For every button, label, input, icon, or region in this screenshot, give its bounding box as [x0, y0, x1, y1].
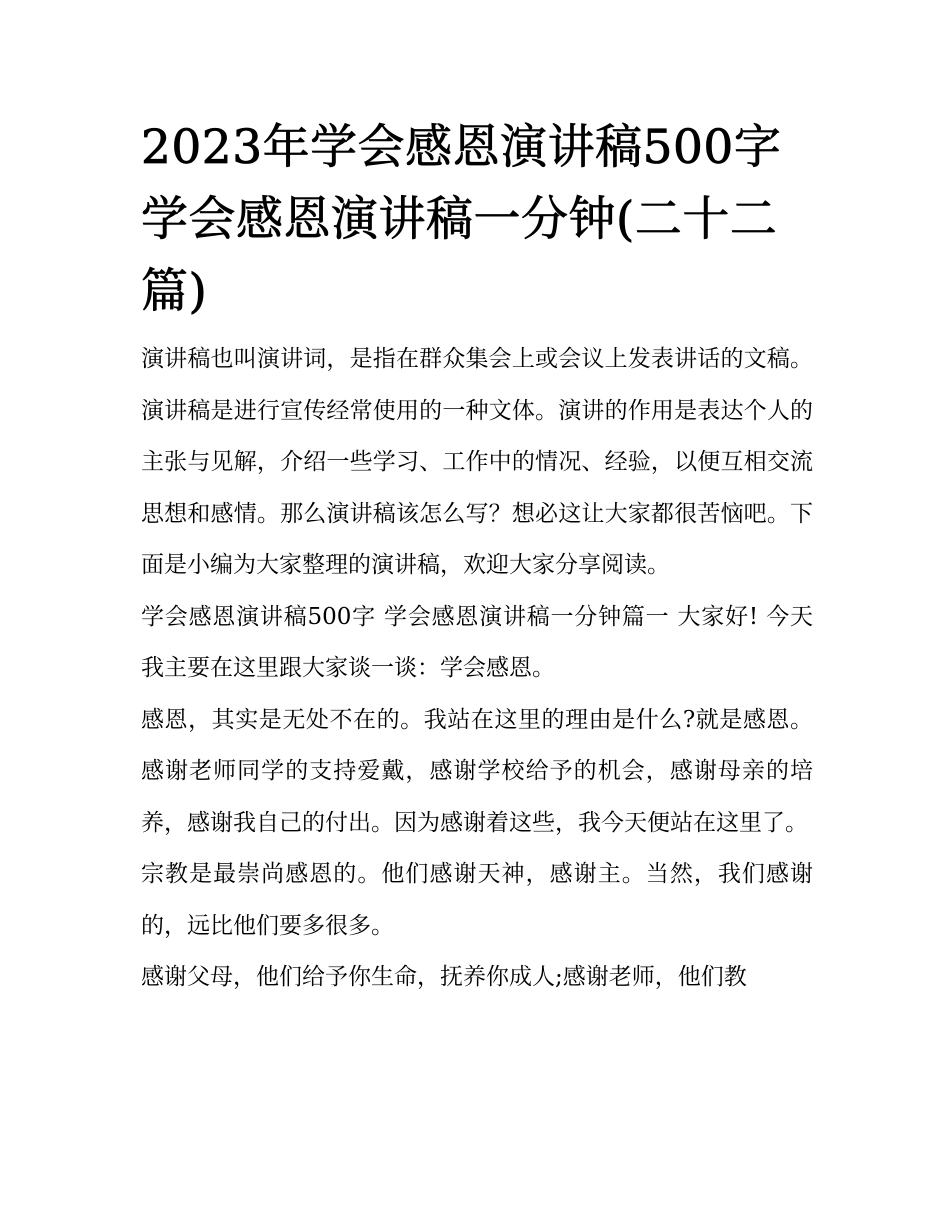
- document-body: [141, 112, 813, 1004]
- paragraph-parents: 感谢父母，他们给予你生命，抚养你成人;感谢老师，他们教: [141, 964, 747, 990]
- paragraph-religion: 宗教是最崇尚感恩的。他们感谢天神，感谢主。当然，我们感谢的，远比他们要多很多。: [141, 861, 813, 939]
- paragraph-greeting: 学会感恩演讲稿500字 学会感恩演讲稿一分钟篇一 大家好! 今天我主要在这里跟大家谈一谈：学会感恩。: [141, 603, 813, 681]
- paragraph-intro: 演讲稿也叫演讲词，是指在群众集会上或会议上发表讲话的文稿。演讲稿是进行宣传经常使用的一种文体。演讲的作用是表达个人的主张与见解，介绍一些学习、工作中的情况、经验，以便互相交流思想和感情。那么演讲稿该怎么写？想必这让大家都很苦恼吧。下面是小编为大家整理的演讲稿，欢迎大家分享阅读。: [141, 346, 813, 578]
- paragraph-gratitude: 感恩，其实是无处不在的。我站在这里的理由是什么?就是感恩。感谢老师同学的支持爱戴，感谢学校给予的机会，感谢母亲的培养，感谢我自己的付出。因为感谢着这些，我今天便站在这里了。: [141, 706, 813, 836]
- document-title: 2023年学会感恩演讲稿500字 学会感恩演讲稿一分钟(二十二篇): [141, 120, 782, 319]
